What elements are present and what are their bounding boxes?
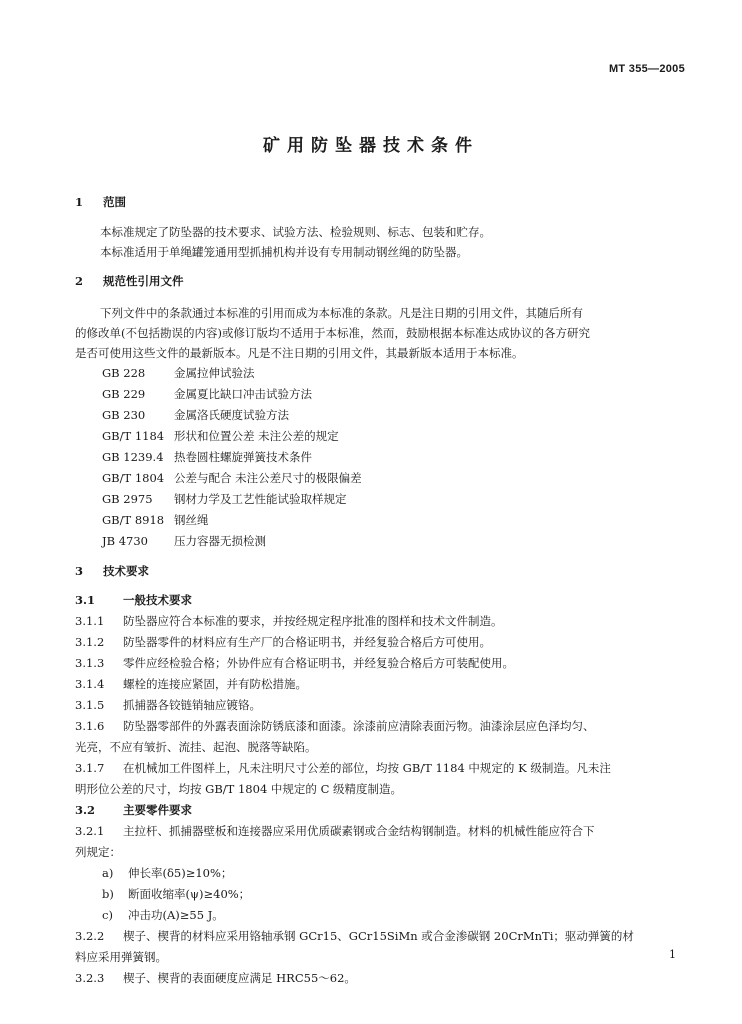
section-2-para-line-2: 的修改单(不包括勘误的内容)或修订版均不适用于本标准，然而，鼓励根据本标准达成协议的各方研究 [75,326,590,340]
section-3-heading: 3 技术要求 [75,564,149,578]
list-item: c) 冲击功(A)≥55 J。 [102,908,224,922]
section-1-para-1: 本标准规定了防坠器的技术要求、试验方法、检验规则、标志、包装和贮存。 [100,225,491,239]
clause-3-1-6-line-1: 3.1.6 防坠器零部件的外露表面涂防锈底漆和面漆。涂漆前应清除表面污物。油漆涂层应色泽均匀、 [75,719,595,733]
reference-item: GB/T 1184 形状和位置公差 未注公差的规定 [102,429,339,443]
reference-item: GB 2975 钢材力学及工艺性能试验取样规定 [102,492,347,506]
clause-3-2-3: 3.2.3 楔子、楔背的表面硬度应满足 HRC55～62。 [75,971,356,985]
reference-item: JB 4730 压力容器无损检测 [102,534,266,548]
clause-3-2-1-line-2: 列规定： [75,845,121,859]
clause-3-1-1: 3.1.1 防坠器应符合本标准的要求，并按经规定程序批准的图样和技术文件制造。 [75,614,503,628]
subsection-3-2-heading: 3.2 主要零件要求 [75,803,192,817]
subsection-3-1-heading: 3.1 一般技术要求 [75,593,192,607]
section-2-heading: 2 规范性引用文件 [75,274,184,288]
section-1-para-2: 本标准适用于单绳罐笼通用型抓捕机构并设有专用制动钢丝绳的防坠器。 [100,245,468,259]
reference-item: GB 229 金属夏比缺口冲击试验方法 [102,387,312,401]
document-title: 矿用防坠器技术条件 [263,136,479,156]
clause-3-1-7-line-2: 明形位公差的尺寸，均按 GB/T 1804 中规定的 C 级精度制造。 [75,782,403,796]
reference-item: GB 230 金属洛氏硬度试验方法 [102,408,289,422]
standard-number: MT 355—2005 [608,63,685,75]
section-1-heading: 1 范围 [75,195,126,209]
section-2-para-line-3: 是否可使用这些文件的最新版本。凡是不注日期的引用文件，其最新版本适用于本标准。 [75,346,524,360]
clause-3-1-7-line-1: 3.1.7 在机械加工件图样上，凡未注明尺寸公差的部位，均按 GB/T 1184 中规定的 K 级制造。凡未注 [75,761,611,775]
list-item: a) 伸长率(δ5)≥10%； [102,866,233,880]
clause-3-1-5: 3.1.5 抓捕器各铰链销轴应镀铬。 [75,698,261,712]
clause-3-2-2-line-1: 3.2.2 楔子、楔背的材料应采用铬轴承钢 GCr15、GCr15SiMn 或合金渗碳钢 20CrMnTi；驱动弹簧的材 [75,929,634,943]
reference-item: GB 1239.4 热卷圆柱螺旋弹簧技术条件 [102,450,312,464]
clause-3-1-4: 3.1.4 螺栓的连接应紧固，并有防松措施。 [75,677,307,691]
clause-3-1-6-line-2: 光亮，不应有皱折、流挂、起泡、脱落等缺陷。 [75,740,317,754]
reference-item: GB/T 8918 钢丝绳 [102,513,209,527]
reference-item: GB 228 金属拉伸试验法 [102,366,255,380]
clause-3-1-3: 3.1.3 零件应经检验合格；外协件应有合格证明书，并经复验合格后方可装配使用。 [75,656,514,670]
clause-3-2-1-line-1: 3.2.1 主拉杆、抓捕器壁板和连接器应采用优质碳素钢或合金结构钢制造。材料的机械性能应符合下 [75,824,595,838]
section-2-para-line-1: 下列文件中的条款通过本标准的引用而成为本标准的条款。凡是注日期的引用文件，其随后所有 [100,306,583,320]
clause-3-2-2-line-2: 料应采用弹簧钢。 [75,950,167,964]
clause-3-1-2: 3.1.2 防坠器零件的材料应有生产厂的合格证明书，并经复验合格后方可使用。 [75,635,491,649]
list-item: b) 断面收缩率(ψ)≥40%； [102,887,251,901]
page-number: 1 [669,948,676,961]
reference-item: GB/T 1804 公差与配合 未注公差尺寸的极限偏差 [102,471,362,485]
